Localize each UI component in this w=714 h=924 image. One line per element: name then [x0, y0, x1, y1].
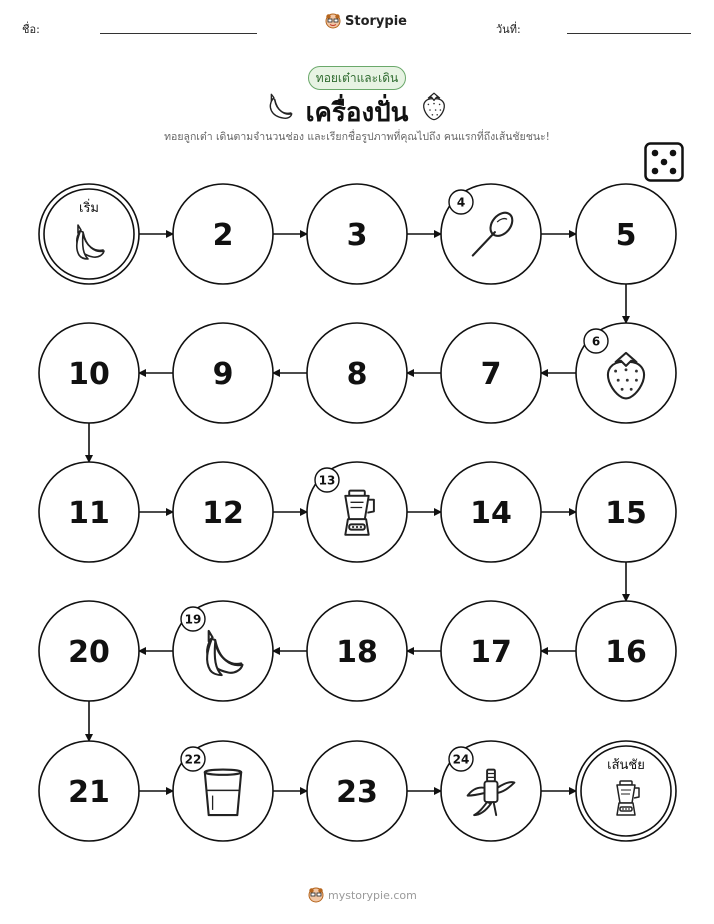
- space-number: 15: [605, 496, 647, 531]
- space-number: 11: [68, 496, 110, 531]
- start-label: เริ่ม: [79, 201, 99, 216]
- space-number: 16: [605, 635, 647, 670]
- board-space-9: [173, 323, 273, 423]
- board-space-16: [576, 601, 676, 701]
- board-space-18: [307, 601, 407, 701]
- name-label: ชื่อ:: [22, 23, 40, 36]
- footer-url: mystorypie.com: [328, 888, 417, 902]
- board-space-12: [173, 462, 273, 562]
- board-space-8: [307, 323, 407, 423]
- board-space-22: [173, 741, 273, 841]
- board-space-10: [39, 323, 139, 423]
- space-number: 8: [346, 357, 368, 392]
- space-number: 12: [202, 496, 244, 531]
- space-number: 23: [336, 775, 378, 810]
- space-number: 21: [68, 775, 110, 810]
- board-space-2: [173, 184, 273, 284]
- glass-icon: [205, 770, 241, 816]
- board-space-start: [39, 184, 139, 284]
- space-number-badge: 4: [456, 195, 466, 210]
- space-number: 18: [336, 635, 378, 670]
- space-number: 17: [470, 635, 512, 670]
- space-number: 5: [615, 218, 637, 253]
- board-space-3: [307, 184, 407, 284]
- board-space-finish: [576, 741, 676, 841]
- board-space-23: [307, 741, 407, 841]
- footer: [308, 887, 417, 903]
- instructions: ทอยลูกเต๋า เดินตามจำนวนช่อง และเรียกชื่อรูปภาพที่คุณไปถึง คนแรกที่ถึงเส้นชัยชนะ!: [164, 131, 550, 143]
- space-number: 7: [480, 357, 502, 392]
- date-label: วันที่:: [496, 23, 521, 36]
- space-number-badge: 22: [184, 752, 202, 767]
- board-space-14: [441, 462, 541, 562]
- brand-name: Storypie: [345, 13, 407, 29]
- space-number: 2: [212, 218, 234, 253]
- board-space-7: [441, 323, 541, 423]
- board-space-24: [441, 741, 541, 841]
- board-space-6: [576, 323, 676, 423]
- finish-label: เส้นชัย: [607, 758, 645, 773]
- space-number: 14: [470, 496, 512, 531]
- board-space-4: [441, 184, 541, 284]
- space-number-badge: 6: [591, 334, 601, 349]
- board-space-17: [441, 601, 541, 701]
- footer-mascot-icon: [308, 887, 324, 903]
- board-space-11: [39, 462, 139, 562]
- space-number: 10: [68, 357, 110, 392]
- game-type-badge: ทอยเต๋าและเดิน: [308, 66, 406, 90]
- space-number: 9: [212, 357, 234, 392]
- board-space-5: [576, 184, 676, 284]
- space-number: 3: [346, 218, 368, 253]
- space-number-badge: 19: [184, 612, 202, 627]
- page-title: เครื่องปั่น: [305, 98, 409, 128]
- board-space-20: [39, 601, 139, 701]
- space-number-badge: 24: [452, 752, 470, 767]
- board-space-13: [307, 462, 407, 562]
- board-space-19: [173, 601, 273, 701]
- space-number-badge: 13: [318, 473, 336, 488]
- board-space-15: [576, 462, 676, 562]
- board-space-21: [39, 741, 139, 841]
- space-number: 20: [68, 635, 110, 670]
